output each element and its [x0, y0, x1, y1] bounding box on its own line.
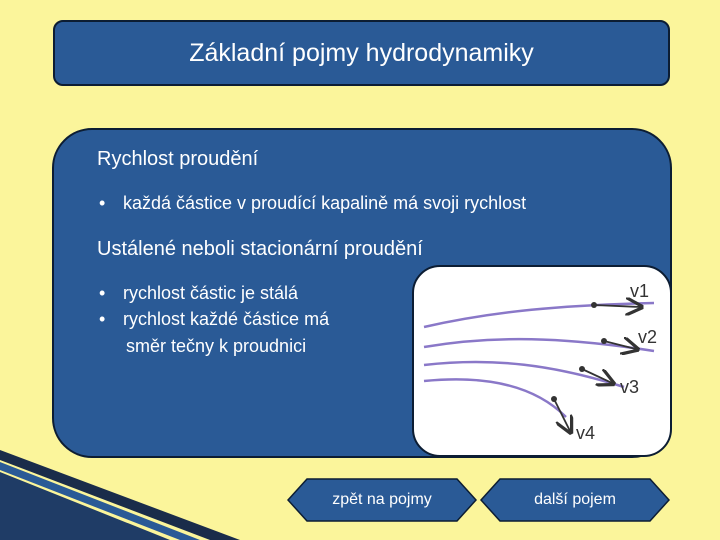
section2-bullet-2-text: rychlost každé částice má [123, 309, 330, 329]
section1-bullet-text: každá částice v proudící kapalině má svoji rychlost [123, 193, 527, 213]
slide-title-text: Základní pojmy hydrodynamiky [189, 38, 534, 67]
section2-bullet-2-continuation: směr tečny k proudnici [126, 336, 307, 356]
section2-bullet-1-text: rychlost částic je stálá [123, 283, 299, 303]
slide-title [53, 20, 670, 86]
velocity-label-2: v2 [638, 327, 658, 347]
section1-bullet [99, 190, 526, 216]
velocity-label-3: v3 [620, 377, 640, 397]
velocity-label-4: v4 [576, 423, 596, 443]
next-term-button[interactable] [480, 478, 670, 522]
back-button-label: zpět na pojmy [332, 491, 432, 508]
bullet-dot: • [99, 309, 106, 329]
bullet-dot: • [99, 283, 106, 303]
section2-heading: Ustálené neboli stacionární proudění [97, 238, 423, 260]
velocity-arrow-1 [594, 305, 640, 307]
streamline-figure [412, 265, 672, 457]
back-to-terms-button[interactable] [287, 478, 477, 522]
section1-heading: Rychlost proudění [97, 148, 259, 170]
velocity-label-1: v1 [630, 281, 650, 301]
streamline-diagram [414, 267, 672, 457]
velocity-arrow-4 [554, 399, 570, 431]
streamline-4 [424, 379, 566, 417]
bullet-dot: • [99, 193, 106, 213]
section2-bullet-2 [99, 306, 329, 332]
section2-bullet-1 [99, 280, 298, 306]
next-button-label: další pojem [534, 491, 616, 508]
